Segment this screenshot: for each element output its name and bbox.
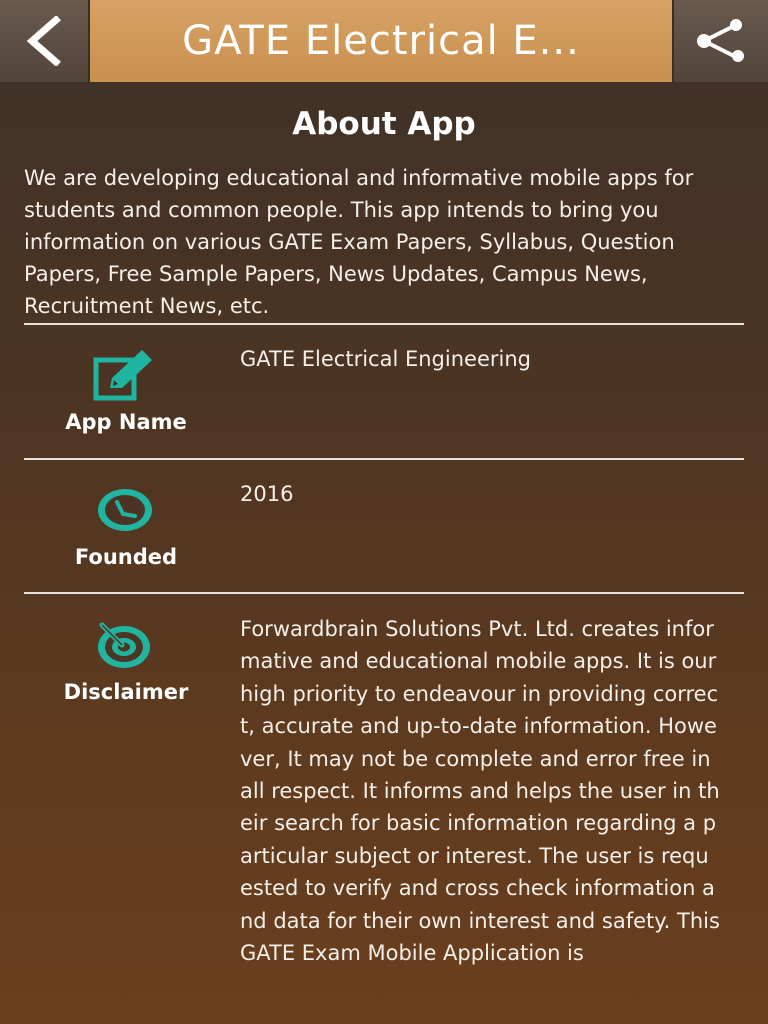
top-bar xyxy=(0,0,768,82)
title-bar xyxy=(90,0,672,82)
divider xyxy=(24,323,744,325)
disclaimer-value: Forwardbrain Solutions Pvt. Ltd. creates informative and educational mobile apps. It is our high priority to endeavour in providing correct, accurate and up-to-date information. However, It may not be complete and error free in all respect. It informs and helps the user in their search for basic information regarding a particular subject or interest. The user is requested to verify and cross check information and data for their own interest and safety. This GATE Exam Mobile Application is xyxy=(240,617,720,966)
founded-icon-wrap xyxy=(90,480,160,540)
edit-icon xyxy=(92,348,158,402)
back-button[interactable] xyxy=(0,0,90,82)
app-name-value: GATE Electrical Engineering xyxy=(240,347,531,371)
divider xyxy=(24,458,744,460)
about-description: We are developing educational and informative mobile apps for students and common people. This app intends to bring you information on various GATE Exam Papers, Syllabus, Question Papers, Free Sample Papers, News Updates, Campus News, Recruitment News, etc. xyxy=(24,166,694,318)
share-icon xyxy=(692,18,750,64)
share-button[interactable] xyxy=(672,0,768,82)
app-name-label: App Name xyxy=(65,410,187,434)
about-heading: About App xyxy=(292,106,476,142)
app-name-icon-wrap xyxy=(90,345,160,405)
founded-value: 2016 xyxy=(240,482,294,506)
chevron-left-icon xyxy=(24,16,64,66)
divider xyxy=(24,592,744,594)
founded-label: Founded xyxy=(74,545,178,569)
clock-icon xyxy=(95,486,155,534)
app-title: GATE Electrical E... xyxy=(182,18,580,64)
target-icon xyxy=(94,619,156,671)
disclaimer-icon-wrap xyxy=(90,615,160,675)
disclaimer-label: Disclaimer xyxy=(63,680,189,704)
